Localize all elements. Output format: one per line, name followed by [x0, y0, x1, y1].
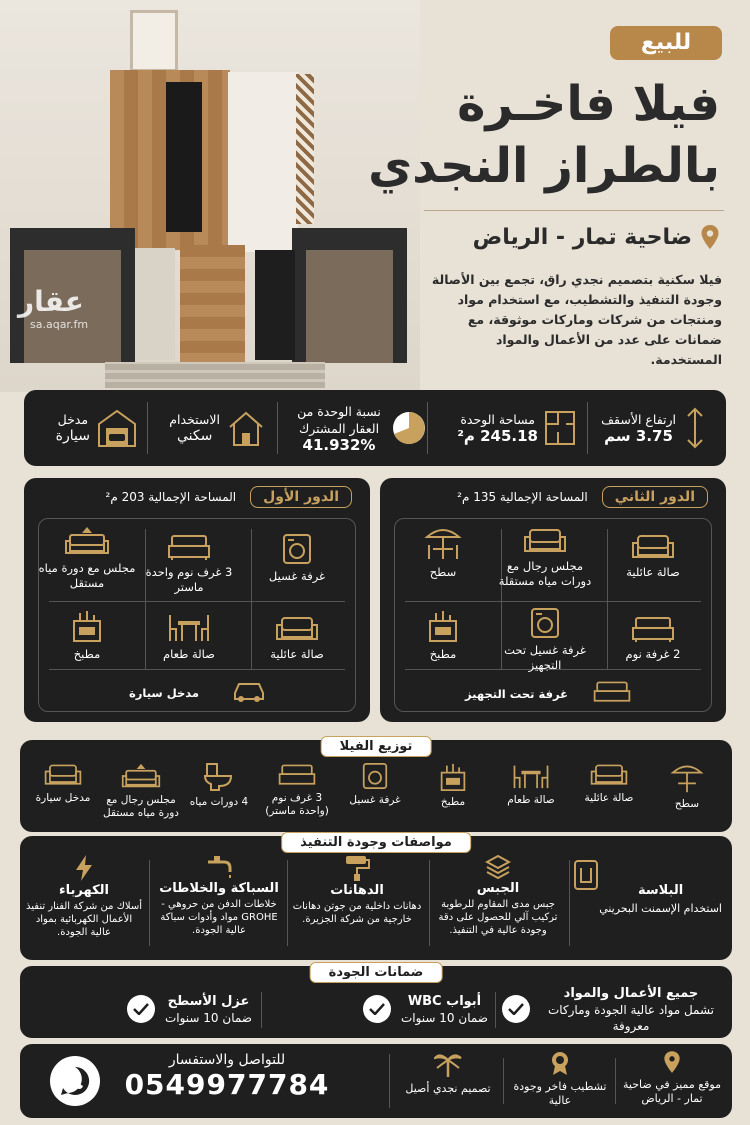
whatsapp-icon[interactable] [50, 1056, 100, 1106]
kitchen-icon [439, 762, 467, 792]
sofa-icon [630, 533, 676, 561]
dining-icon [511, 762, 551, 790]
stats-bar [24, 390, 726, 466]
location-text: ضاحية تمار - الرياض [472, 224, 692, 250]
dist-item: صالة طعام [490, 762, 572, 807]
kitchen-icon [427, 609, 459, 643]
specs-section [20, 836, 732, 960]
plaster-icon [574, 860, 598, 890]
contact-info [112, 1052, 342, 1101]
stat-label: نسبة الوحدة من العقار المشترك [297, 403, 381, 436]
spec-paint: الدهانات دهانات داخلية من جوتن دهانات خارجية من شركة الجزيرة. [292, 854, 422, 954]
room-men-majlis: مجلس رجال مع دورات مياه مستقلة [491, 527, 599, 589]
room-family-hall: صالة عائلية [243, 615, 351, 662]
gypsum-icon [485, 854, 511, 880]
room-bedrooms: 2 غرفة نوم [599, 615, 707, 662]
contact-label: للتواصل والاستفسار [168, 1052, 286, 1068]
dist-item: مطبخ [412, 762, 494, 809]
stat-label: الاستخدام [169, 412, 220, 427]
feature-design: تصميم نجدي أصيل [398, 1050, 498, 1112]
phone-number[interactable]: 0549977784 [124, 1068, 330, 1101]
watermark-logo: عقار [18, 285, 84, 318]
location-pin-icon [700, 224, 720, 250]
stat-label: ارتفاع الأسقف [601, 412, 676, 427]
warranty-section [20, 966, 732, 1038]
sofa-icon [522, 527, 568, 555]
second-floor-panel [380, 478, 726, 722]
faucet-icon [204, 854, 234, 880]
location-pin-icon [663, 1050, 681, 1074]
location [473, 224, 720, 250]
bed-icon [592, 679, 632, 705]
section-title: ضمانات الجودة [310, 962, 443, 983]
dist-item: سطح [646, 762, 728, 811]
room-family-hall: صالة عائلية [599, 533, 707, 580]
first-floor-panel [24, 478, 370, 722]
dist-item: 3 غرف نوم (واحدة ماستر) [256, 762, 338, 818]
pie-icon [390, 409, 428, 447]
bed-icon [630, 615, 676, 643]
palm-icon [434, 1050, 462, 1078]
room-majlis: مجلس مع دورة مياه مستقل [33, 525, 141, 591]
dist-item: 4 دورات مياه [178, 762, 260, 809]
dining-icon [166, 611, 212, 643]
for-sale-badge: للبيع [610, 26, 722, 60]
washer-icon [530, 607, 560, 639]
title-line-2: بالطراز النجدي [368, 138, 720, 194]
dist-item: غرفة غسيل [334, 762, 416, 807]
stat-label: مساحة الوحدة [460, 412, 535, 427]
garage-icon [96, 408, 138, 448]
spec-plaster: البلاسة استخدام الإسمنت البحريني [599, 883, 722, 915]
floor-title: الدور الثاني [602, 486, 708, 508]
spec-electric: الكهرباء أسلاك من شركة الفنار تنفيذ الأعمال الكهربائية بمواد عالية الجودة. [26, 854, 142, 954]
dist-item: مجلس رجال مع دورة مياه مستقل [100, 762, 182, 820]
paint-roller-icon [343, 854, 371, 882]
stat-value: سيارة [55, 428, 90, 444]
villa-distribution [20, 740, 732, 832]
section-title: توزيع الفيلا [321, 736, 432, 757]
floor-area: المساحة الإجمالية 203 م² [105, 490, 237, 504]
spec-plumbing: السباكة والخلاطات خلاطات الدفن من حروهي - GROHE مواد وأدوات سباكة عالية الجودة. [154, 854, 284, 954]
room-dining: صالة طعام [135, 611, 243, 662]
sofa-icon [43, 762, 83, 788]
stat-area [457, 390, 576, 466]
room-kitchen: مطبخ [389, 609, 497, 662]
toilet-icon [203, 762, 235, 792]
contact-bar [20, 1044, 732, 1118]
section-title: مواصفات وجودة التنفيذ [281, 832, 471, 853]
stat-entrance [56, 390, 138, 466]
bed-icon [277, 762, 317, 788]
stat-value: سكني [176, 428, 213, 444]
majlis-icon [121, 762, 161, 790]
check-icon [127, 995, 155, 1023]
room-kitchen: مطبخ [33, 609, 141, 662]
stat-usage [169, 390, 266, 466]
title-line-1: فيلا فاخـرة [457, 76, 720, 132]
room-car-entrance: مدخل سيارة [129, 679, 289, 707]
check-icon [502, 995, 530, 1023]
room-laundry: غرفة غسيل [243, 533, 351, 584]
feature-finishing: تشطيب فاخر وجودة عالية [510, 1050, 610, 1112]
washer-icon [362, 762, 388, 790]
check-icon [363, 995, 391, 1023]
stat-value: 41.932% [302, 435, 376, 454]
room-bedrooms: 3 غرف نوم واحدة ماستر [135, 533, 243, 595]
sofa-icon [274, 615, 320, 643]
ceiling-height-icon [682, 406, 708, 450]
room-roof: سطح [389, 525, 497, 580]
dist-item: صالة عائلية [568, 762, 650, 805]
stat-value: 245.18 م² [457, 427, 538, 445]
lightning-icon [74, 854, 94, 882]
feature-location: موقع مميز في ضاحية تمار - الرياض [622, 1050, 722, 1112]
spec-gypsum: الجبس جبس مدى المقاوم للرطوبة تركيب آلي للحصول على دقة وجودة عالية في التنفيذ. [434, 854, 562, 954]
room-laundry: غرفة غسيل تحت التجهيز [491, 607, 599, 673]
floorplan-icon [544, 410, 576, 446]
description: فيلا سكنية بتصميم نجدي راق، تجمع بين الأصالة وجودة التنفيذ والتشطيب، مع استخدام مواد ومنتجات من شركات وماركات موثوقة، مع ضمانات على عدد من الأعمال والمواد المستخدمة. [431, 272, 722, 367]
floor-area: المساحة الإجمالية 135 م² [457, 490, 588, 504]
stat-ceiling [601, 390, 708, 466]
room-under-prep: غرفة تحت التجهيز [465, 679, 645, 709]
award-icon [548, 1050, 572, 1076]
watermark-url: sa.aqar.fm [30, 318, 89, 331]
warranty-item: عزل الأسطح ضمان 10 سنوات [52, 984, 252, 1034]
washer-icon [282, 533, 312, 565]
car-icon [231, 679, 267, 703]
stat-value: 3.75 سم [604, 427, 673, 445]
title-divider [424, 210, 724, 211]
dist-item: مدخل سيارة [22, 762, 104, 805]
stat-label: مدخل [57, 412, 89, 427]
umbrella-table-icon [669, 762, 705, 794]
warranty-item: أبواب WBC ضمان 10 سنوات [288, 984, 488, 1034]
stat-share [292, 390, 428, 466]
floor-title: الدور الأول [250, 486, 352, 508]
majlis-icon [64, 525, 110, 557]
sofa-icon [589, 762, 629, 788]
bed-icon [166, 533, 212, 561]
villa-photo [0, 0, 420, 392]
kitchen-icon [71, 609, 103, 643]
umbrella-table-icon [423, 525, 463, 561]
house-icon [226, 409, 266, 447]
warranty-item: جميع الأعمال والمواد تشمل مواد عالية الجودة وماركات معروفة [502, 984, 722, 1034]
